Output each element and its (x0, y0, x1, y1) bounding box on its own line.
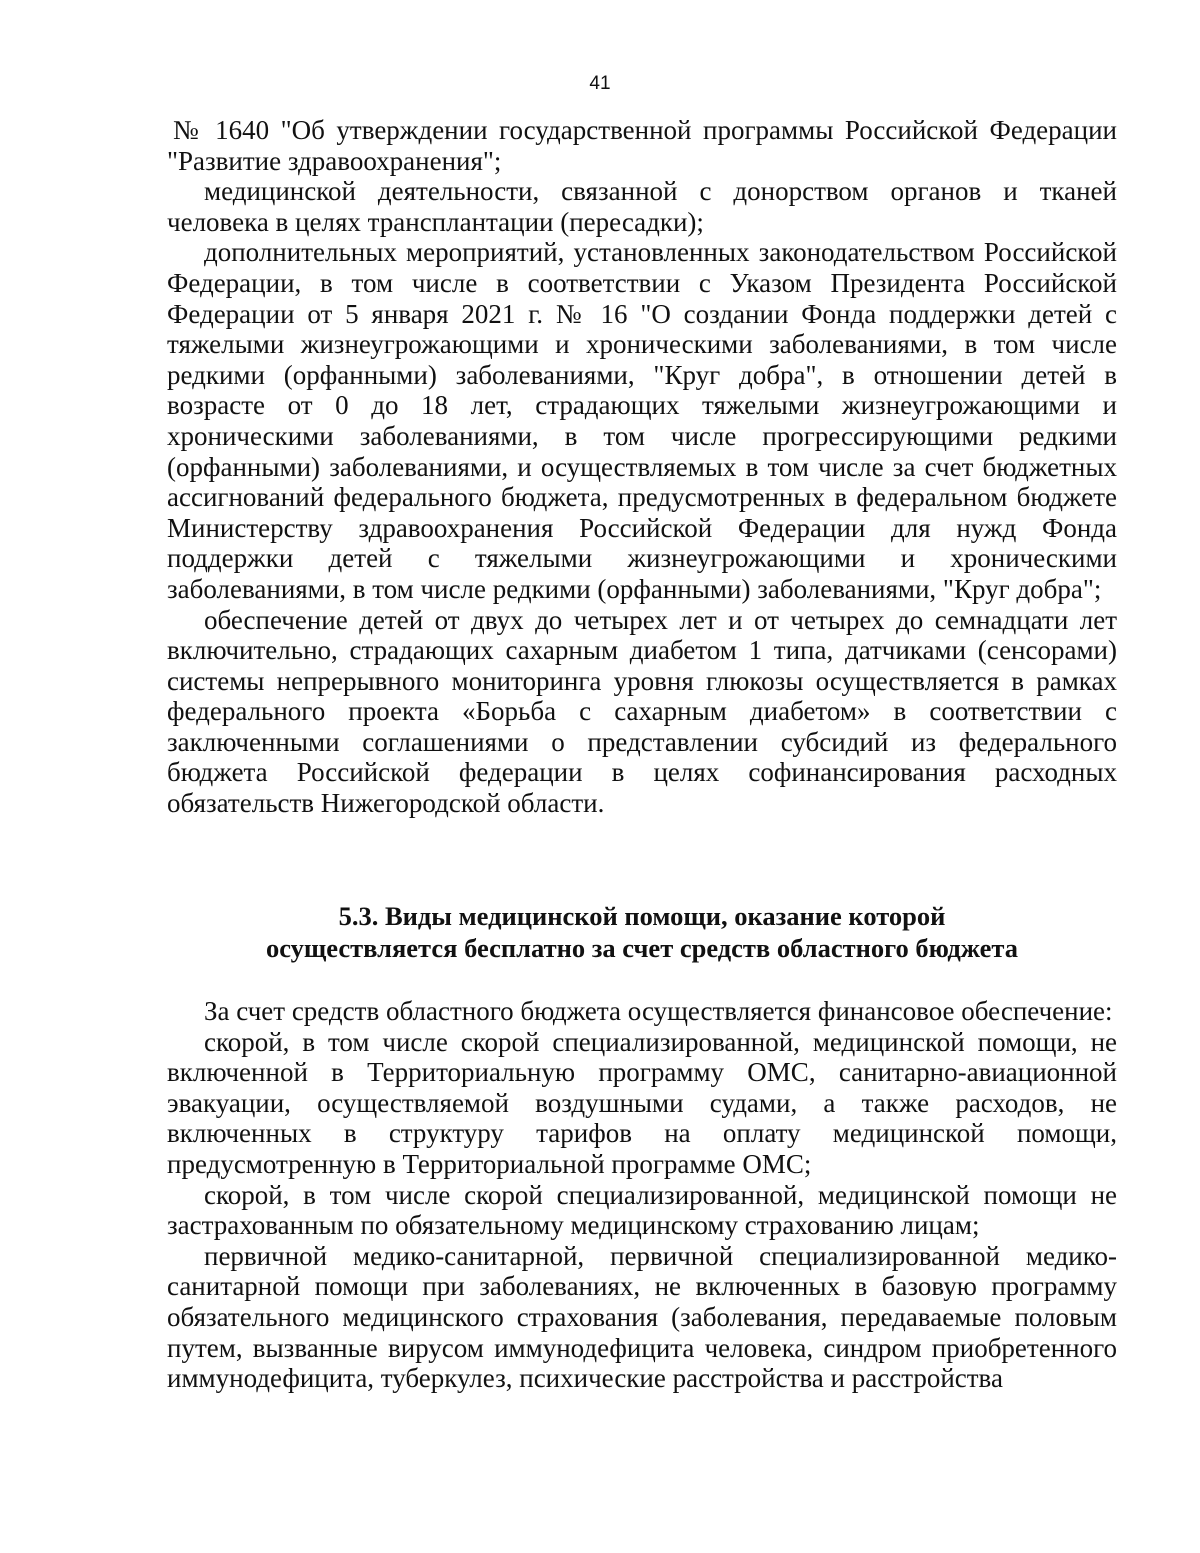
section-heading-line-1: 5.3. Виды медицинской помощи, оказание которой (338, 901, 946, 931)
paragraph-diabetes-sensors: обеспечение детей от двух до четырех лет и от четырех до семнадцати лет включительно, страдающих сахарным диабетом 1 типа, датчиками (сенсорами) системы непрерывного мониторинга уровня глюкозы осуществляется в рамках федерального проекта «Борьба с сахарным диабетом» в соответствии с заключенными соглашениями о представлении субсидий из федерального бюджета Российской федерации в целях софинансирования расходных обязательств Нижегородской области. (167, 604, 1117, 819)
paragraph-regional-budget-intro: За счет средств областного бюджета осуществляется финансовое обеспечение: (204, 996, 1113, 1026)
paragraph-additional-measures: дополнительных мероприятий, установленных законодательством Российской Федерации, в том числе в соответствии с Указом Президента Российской Федерации от 5 января 2021 г. № 16 "О создании Фонда поддержки детей с тяжелыми жизнеугрожающими и хроническими заболеваниями, в том числе редкими (орфанными) заболеваниями, "Круг добра", в отношении детей в возрасте от 0 до 18 лет, страдающих тяжелыми жизнеугрожающими и хроническими заболеваниями, в том числе прогрессирующими редкими (орфанными) заболеваниями, и осуществляемых в том числе за счет бюджетных ассигнований федерального бюджета, предусмотренных в федеральном бюджете Министерству здравоохранения Российской Федерации для нужд Фонда поддержки детей с тяжелыми жизнеугрожающими и хроническими заболеваниями, в том числе редкими (орфанными) заболеваниями, "Круг добра"; (167, 237, 1117, 604)
paragraph-organ-donation: медицинской деятельности, связанной с донорством органов и тканей человека в целях трансплантации (пересадки); (167, 176, 1117, 237)
page-number: 41 (589, 73, 611, 94)
body-text-bottom (167, 996, 1117, 1394)
body-text-top (167, 115, 1117, 819)
paragraph-uninsured-emergency-care: скорой, в том числе скорой специализированной, медицинской помощи не застрахованным по обязательному медицинскому страхованию лицам; (167, 1179, 1117, 1241)
paragraph-emergency-care: скорой, в том числе скорой специализированной, медицинской помощи, не включенной в Территориальную программу ОМС, санитарно-авиационной эвакуации, осуществляемой воздушными судами, а также расходов, не включенных в структуру тарифов на оплату медицинской помощи, предусмотренную в Территориальной программе ОМС; (167, 1026, 1117, 1179)
section-heading-line-2: осуществляется бесплатно за счет средств областного бюджета (265, 932, 1018, 963)
paragraph-decree-reference: № 1640 "Об утверждении государственной программы Российской Федерации "Развитие здравоохранения"; (167, 115, 1117, 176)
paragraph-primary-care: первичной медико-санитарной, первичной специализированной медико-санитарной помощи при заболеваниях, не включенных в базовую программу обязательного медицинского страхования (заболевания, передаваемые половым путем, вызванные вирусом иммунодефицита человека, синдром приобретенного иммунодефицита, туберкулез, психические расстройства и расстройства (167, 1240, 1117, 1394)
section-heading (167, 901, 1117, 964)
